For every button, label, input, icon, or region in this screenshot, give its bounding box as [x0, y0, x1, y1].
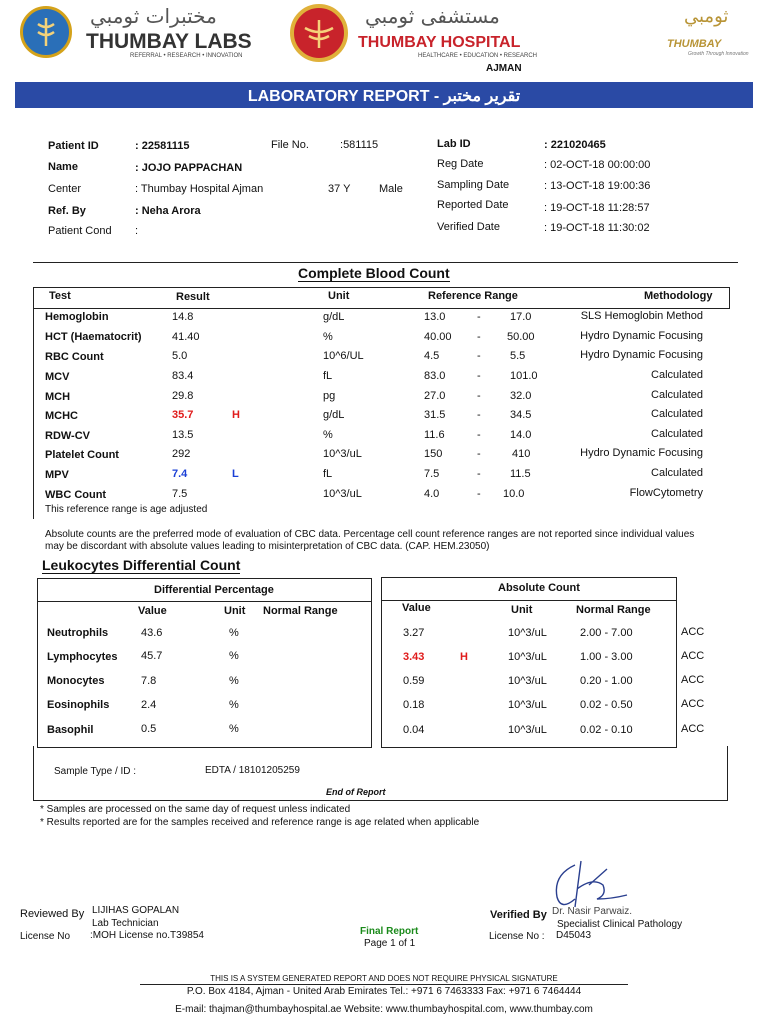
verifier-license-label: License No : [489, 931, 545, 942]
footer-divider [140, 984, 628, 985]
abs-range: 2.00 - 7.00 [580, 627, 633, 639]
abs-range: 0.02 - 0.10 [580, 724, 633, 736]
labs-tagline: REFERRAL • RESEARCH • INNOVATION [130, 53, 243, 59]
winged-emblem-icon [300, 14, 338, 52]
test-method: Calculated [651, 467, 703, 479]
sampling-date-value: : 13-OCT-18 19:00:36 [544, 180, 651, 192]
test-name: Hemoglobin [45, 311, 109, 323]
section-divider [33, 262, 738, 263]
age-value: 37 Y [328, 183, 351, 195]
test-name: MCHC [45, 410, 78, 422]
range-dash: - [477, 429, 481, 441]
test-name: MCH [45, 391, 71, 403]
footer-contact: E-mail: thajman@thumbayhospital.ae Website: www.thumbayhospital.com, www.thumbay.com [175, 1004, 593, 1015]
percentage-title: Differential Percentage [154, 584, 274, 596]
test-unit: pg [323, 390, 336, 402]
patient-id-value: : 22581115 [135, 140, 190, 152]
cell-name: Neutrophils [47, 627, 109, 639]
pct-unit: % [229, 627, 239, 639]
abs-unit-header: Unit [511, 604, 533, 616]
note-line: * Samples are processed on the same day of request unless indicated [40, 804, 351, 815]
reviewer-license: :MOH License no.T39854 [90, 930, 204, 941]
footer-address: P.O. Box 4184, Ajman - United Arab Emirates Tel.: +971 6 7463333 Fax: +971 6 7464444 [186, 986, 582, 997]
col-test: Test [49, 290, 71, 302]
sample-left-border [33, 746, 34, 800]
differential-title: Leukocytes Differential Count [42, 557, 241, 573]
range-high: 14.0 [510, 429, 532, 441]
lab-id-label: Lab ID [437, 138, 471, 150]
name-label: Name [48, 161, 78, 173]
brand-name: THUMBAY [667, 38, 722, 50]
percentage-header-line [37, 601, 371, 602]
reg-date-value: : 02-OCT-18 00:00:00 [544, 159, 651, 171]
absolute-title: Absolute Count [498, 582, 580, 594]
test-result: 41.40 [172, 331, 200, 343]
abs-unit: 10^3/uL [508, 724, 547, 736]
pct-value-header: Value [138, 605, 167, 617]
center-label: Center [48, 183, 82, 195]
test-name: WBC Count [45, 489, 107, 501]
test-result: 29.8 [172, 390, 194, 402]
cbc-note-line2: may be discordant with absolute values leading to misinterpretation of CBC data. (CAP. HEM.23050) [45, 541, 490, 552]
cell-name: Basophil [47, 724, 94, 736]
test-result: 14.8 [172, 311, 194, 323]
high-flag: H [460, 651, 468, 663]
abs-method: ACC [681, 650, 705, 662]
test-unit: g/dL [323, 311, 345, 323]
test-name: RBC Count [45, 351, 104, 363]
gender-value: Male [379, 183, 403, 195]
abs-value: 0.04 [403, 724, 425, 736]
pct-value: 45.7 [141, 650, 163, 662]
test-unit: 10^3/uL [323, 448, 362, 460]
range-low: 83.0 [424, 370, 446, 382]
range-dash: - [477, 488, 481, 500]
test-unit: fL [323, 468, 333, 480]
range-low: 13.0 [424, 311, 446, 323]
brand-tagline: Growth Through Innovation [688, 51, 749, 57]
test-name: RDW-CV [45, 430, 90, 442]
lab-id-value: : 221020465 [544, 139, 606, 151]
cbc-title: Complete Blood Count [298, 265, 450, 281]
verifier-license: D45043 [556, 930, 592, 941]
hospital-arabic-name: مستشفى ثومبي [365, 4, 500, 28]
reported-date-value: : 19-OCT-18 11:28:57 [544, 202, 650, 214]
pct-value: 0.5 [141, 723, 157, 735]
hospital-tagline: HEALTHCARE • EDUCATION • RESEARCH [418, 53, 537, 59]
brand-arabic: ثومبي [684, 6, 729, 27]
pct-unit-header: Unit [224, 605, 246, 617]
range-low: 4.5 [424, 350, 440, 362]
center-value: : Thumbay Hospital Ajman [135, 183, 264, 195]
test-unit: % [323, 331, 333, 343]
verifier-role: Specialist Clinical Pathology [557, 919, 683, 930]
absolute-header-line [381, 600, 676, 601]
range-dash: - [477, 311, 481, 323]
low-flag: L [232, 468, 239, 480]
range-dash: - [477, 390, 481, 402]
sample-right-border [727, 746, 728, 800]
pct-value: 43.6 [141, 627, 163, 639]
verified-date-value: : 19-OCT-18 11:30:02 [544, 222, 650, 234]
test-result-high: 35.7 [172, 409, 194, 421]
range-low: 150 [424, 448, 443, 460]
test-unit: % [323, 429, 333, 441]
range-dash: - [477, 468, 481, 480]
range-high: 17.0 [510, 311, 532, 323]
cell-name: Eosinophils [47, 699, 110, 711]
range-high: 11.5 [510, 468, 531, 480]
test-method: FlowCytometry [629, 487, 703, 499]
abs-unit: 10^3/uL [508, 627, 547, 639]
abs-range: 1.00 - 3.00 [580, 651, 633, 663]
range-dash: - [477, 331, 481, 343]
pct-normal-header: Normal Range [263, 605, 338, 617]
report-banner [15, 82, 753, 108]
sample-type-value: EDTA / 18101205259 [205, 765, 300, 776]
pct-value: 2.4 [141, 699, 157, 711]
hospital-city: AJMAN [486, 63, 522, 74]
page-number: Page 1 of 1 [364, 938, 416, 949]
pct-value: 7.8 [141, 675, 157, 687]
range-low: 7.5 [424, 468, 440, 480]
pct-unit: % [229, 675, 239, 687]
test-method: Calculated [651, 408, 703, 420]
reg-date-label: Reg Date [437, 158, 484, 170]
reviewer-name: LIJIHAS GOPALAN [92, 905, 180, 916]
percentage-box [37, 578, 372, 748]
patient-cond-label: Patient Cond [48, 225, 112, 237]
file-no-value: :581115 [340, 139, 379, 151]
col-range: Reference Range [428, 290, 518, 302]
test-method: Hydro Dynamic Focusing [580, 349, 703, 361]
pct-unit: % [229, 723, 239, 735]
cbc-note-line1: Absolute counts are the preferred mode of evaluation of CBC data. Percentage cell count reference ranges are not reported since individual values [45, 529, 695, 540]
reviewer-role: Lab Technician [92, 918, 159, 929]
col-method: Methodology [644, 290, 713, 302]
verifier-name: Dr. Nasir Parwaiz. [552, 906, 633, 917]
range-high: 101.0 [510, 370, 538, 382]
range-high: 10.0 [503, 488, 525, 500]
range-high: 50.00 [507, 331, 535, 343]
abs-range: 0.20 - 1.00 [580, 675, 633, 687]
ref-by-value: : Neha Arora [135, 205, 201, 217]
high-flag: H [232, 409, 240, 421]
col-result: Result [176, 291, 210, 303]
abs-value: 0.18 [403, 699, 425, 711]
test-result: 13.5 [172, 429, 194, 441]
abs-unit: 10^3/uL [508, 699, 547, 711]
test-unit: 10^3/uL [323, 488, 362, 500]
abs-method: ACC [681, 698, 705, 710]
labs-name: THUMBAY LABS [86, 30, 252, 53]
range-dash: - [477, 409, 481, 421]
test-unit: 10^6/UL [323, 350, 364, 362]
name-value: : JOJO PAPPACHAN [135, 162, 243, 174]
range-note: This reference range is age adjusted [45, 504, 208, 515]
range-high: 5.5 [510, 350, 526, 362]
patient-id-label: Patient ID [48, 140, 99, 152]
range-high: 34.5 [510, 409, 532, 421]
patient-cond-value: : [135, 225, 139, 237]
test-method: Calculated [651, 389, 703, 401]
pct-unit: % [229, 650, 239, 662]
abs-value: 0.59 [403, 675, 425, 687]
report-title: LABORATORY REPORT - تقرير مختبر [247, 88, 521, 105]
abs-range: 0.02 - 0.50 [580, 699, 633, 711]
test-method: SLS Hemoglobin Method [580, 310, 703, 322]
abs-method: ACC [681, 723, 705, 735]
test-method: Hydro Dynamic Focusing [580, 330, 703, 342]
range-high: 410 [512, 448, 531, 460]
test-result-low: 7.4 [172, 468, 188, 480]
verified-by-label: Verified By [490, 909, 547, 921]
range-dash: - [477, 370, 481, 382]
final-report-label: Final Report [360, 926, 419, 937]
test-name: MCV [45, 371, 70, 383]
labs-arabic-name: مختبرات ثومبي [90, 4, 217, 28]
abs-method: ACC [681, 626, 705, 638]
abs-normal-header: Normal Range [576, 604, 651, 616]
cell-name: Lymphocytes [47, 651, 118, 663]
file-no-label: File No. [271, 139, 309, 151]
abs-value: 3.27 [403, 627, 425, 639]
col-unit: Unit [328, 290, 350, 302]
abs-method: ACC [681, 674, 705, 686]
reviewed-by-label: Reviewed By [20, 908, 85, 920]
ref-by-label: Ref. By [48, 205, 86, 217]
abs-value-high: 3.43 [403, 651, 425, 663]
pct-unit: % [229, 699, 239, 711]
end-of-report: End of Report [326, 787, 386, 797]
abs-value-header: Value [402, 602, 431, 614]
cell-name: Monocytes [47, 675, 105, 687]
test-unit: fL [323, 370, 333, 382]
test-method: Calculated [651, 428, 703, 440]
test-result: 83.4 [172, 370, 194, 382]
range-low: 40.00 [424, 331, 452, 343]
caduceus-icon [28, 14, 64, 50]
test-result: 7.5 [172, 488, 188, 500]
range-high: 32.0 [510, 390, 532, 402]
hospital-name: THUMBAY HOSPITAL [358, 34, 521, 51]
range-dash: - [477, 448, 481, 460]
system-disclaimer: THIS IS A SYSTEM GENERATED REPORT AND DOES NOT REQUIRE PHYSICAL SIGNATURE [210, 974, 558, 983]
range-low: 31.5 [424, 409, 446, 421]
reported-date-label: Reported Date [437, 199, 509, 211]
range-low: 4.0 [424, 488, 440, 500]
abs-unit: 10^3/uL [508, 651, 547, 663]
sampling-date-label: Sampling Date [437, 179, 510, 191]
test-result: 5.0 [172, 350, 188, 362]
test-method: Calculated [651, 369, 703, 381]
range-low: 11.6 [424, 429, 445, 441]
test-name: MPV [45, 469, 69, 481]
range-dash: - [477, 350, 481, 362]
test-result: 292 [172, 448, 191, 460]
reviewer-license-label: License No [20, 931, 71, 942]
test-method: Hydro Dynamic Focusing [580, 447, 703, 459]
test-unit: g/dL [323, 409, 345, 421]
verified-date-label: Verified Date [437, 221, 500, 233]
cbc-left-border [33, 307, 34, 519]
range-low: 27.0 [424, 390, 446, 402]
test-name: Platelet Count [45, 449, 119, 461]
sample-type-label: Sample Type / ID : [54, 766, 137, 777]
cbc-header-box [33, 287, 730, 309]
test-name: HCT (Haematocrit) [45, 331, 142, 343]
sample-bottom-border [33, 800, 728, 801]
note-line: * Results reported are for the samples received and reference range is age related when applicable [40, 817, 480, 828]
abs-unit: 10^3/uL [508, 675, 547, 687]
